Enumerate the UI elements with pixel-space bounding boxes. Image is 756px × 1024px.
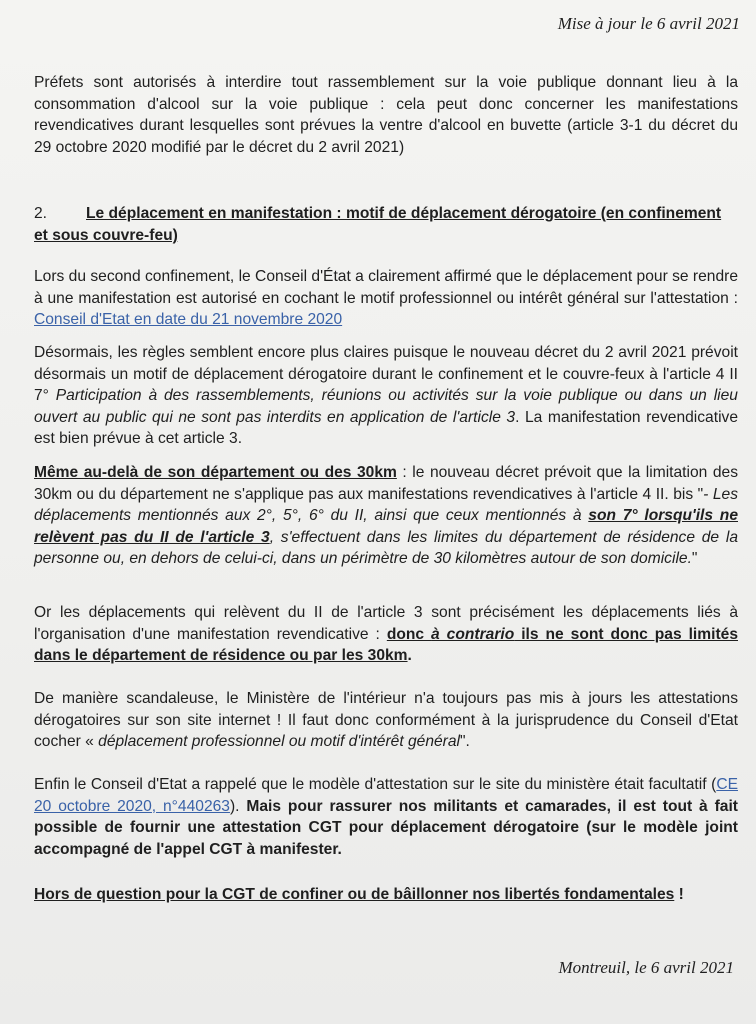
section-2-heading — [34, 203, 738, 247]
section-title: Le déplacement en manifestation : motif de déplacement dérogatoire (en confinement et sous couvre-feu) — [34, 205, 722, 244]
paragraph-ministere: De manière scandaleuse, le Ministère de l'intérieur n'a toujours pas mis à jours les attestations dérogatoires sur son site internet ! Il faut donc conformément à la jurisprudence du Conseil d'Etat cocher « déplacement professionnel ou motif d'intérêt général". — [34, 690, 738, 750]
ce-decision-link[interactable]: CE 20 octobre 2020, n°440263 — [34, 776, 738, 815]
update-date: Mise à jour le 6 avril 2021 — [557, 14, 740, 33]
paragraph-conseil-etat: Lors du second confinement, le Conseil d'État a clairement affirmé que le déplacement pour se rendre à une manifestation est autorisé en cochant le motif professionnel ou intérêt général sur l'attestation : Conseil d'Etat en date du 21 novembre 2020 — [34, 268, 738, 328]
paragraph-lead: Même au-delà de son département ou des 30km — [34, 464, 397, 481]
closing-statement: Hors de question pour la CGT de confiner ou de bâillonner nos libertés fondamentales ! — [34, 886, 684, 903]
paragraph-30km: Même au-delà de son département ou des 30km : le nouveau décret prévoit que la limitation des 30km ou du département ne s'applique pas aux manifestations revendicatives à l'article 4 II. bis "- Les déplacements mentionnés aux 2°, 5°, 6° du II, ainsi que ceux mentionnés à son 7° lorsqu'ils ne relèvent pas du II de l'article 3, s'effectuent dans les limites du département de résidence de la personne ou, en dehors de celui-ci, dans un périmètre de 30 kilomètres autour de son domicile." — [34, 464, 738, 567]
place-and-date: Montreuil, le 6 avril 2021 — [558, 958, 734, 977]
intro-paragraph: Préfets sont autorisés à interdire tout rassemblement sur la voie publique donnant lieu à la consommation d'alcool sur la voie publique : cela peut donc concerner les manifestations revendicatives durant lesquelles sont prévues la ventre d'alcool en buvette (article 3-1 du décret du 29 octobre 2020 modifié par le décret du 2 avril 2021) — [34, 74, 738, 156]
paragraph-article-3: Or les déplacements qui relèvent du II de l'article 3 sont précisément les déplacements liés à l'organisation d'une manifestation revendicative : donc à contrario ils ne sont donc pas limités dans le département de résidence ou par les 30km. — [34, 604, 738, 664]
paragraph-attestation: Enfin le Conseil d'Etat a rappelé que le modèle d'attestation sur le site du ministère était facultatif (CE 20 octobre 2020, n°440263). Mais pour rassurer nos militants et camarades, il est tout à fait possible de fournir une attestation CGT pour déplacement dérogatoire (sur le modèle joint accompagné de l'appel CGT à manifester. — [34, 776, 739, 858]
conseil-etat-link[interactable]: Conseil d'Etat en date du 21 novembre 2020 — [34, 311, 343, 328]
paragraph-decret: Désormais, les règles semblent encore plus claires puisque le nouveau décret du 2 avril 2021 prévoit désormais un motif de déplacement dérogatoire durant le confinement et le couvre-feux à l'article 4 II 7° Participation à des rassemblements, réunions ou activités sur la voie publique ou dans un lieu ouvert au public qui ne sont pas interdits en application de l'article 3. La manifestation revendicative est bien prévue à cet article 3. — [34, 344, 738, 447]
section-number: 2. — [34, 205, 48, 222]
